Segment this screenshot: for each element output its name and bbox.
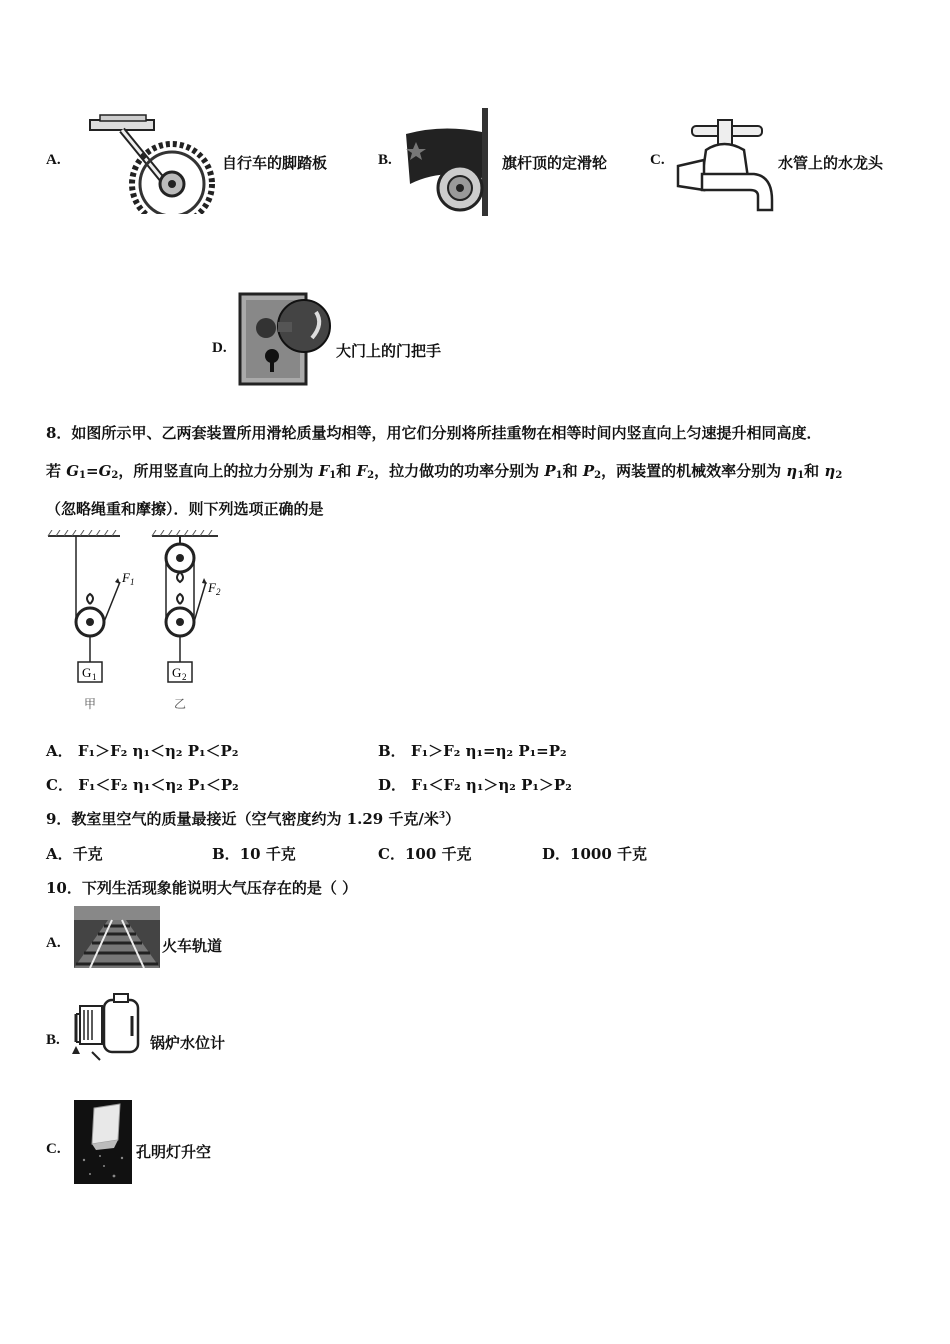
q9-stem: 9．教室里空气的质量最接近（空气密度约为 1.29 千克/米$^3$） — [46, 810, 461, 828]
sky-lantern-image — [74, 1100, 132, 1184]
g2-label-sub: 2 — [182, 672, 187, 682]
q7-option-b-text: 旗杆顶的定滑轮 — [502, 154, 608, 172]
jia-label: 甲 — [84, 697, 97, 711]
q9-option-d: D．1000 千克 — [542, 845, 647, 863]
yi-label: 乙 — [174, 697, 187, 711]
q7-option-c-text: 水管上的水龙头 — [778, 154, 884, 172]
q7-option-d-label: D. — [212, 340, 227, 356]
railway-track-image — [74, 906, 160, 968]
q8-option-d: D． F₁＜F₂ η₁＞η₂ P₁＞P₂ — [378, 776, 572, 794]
q10-option-c-text: 孔明灯升空 — [136, 1143, 212, 1161]
q7-option-d-text: 大门上的门把手 — [336, 342, 442, 360]
f1-label-sub: 1 — [130, 577, 135, 587]
q10-option-a-label: A. — [46, 935, 61, 951]
q8-stem-line2: 若 $G_1=G_2$，所用竖直向上的拉力分别为 $F_1$和 $F_2$，拉力做功的功率分别为 $P_1$和 $P_2$，两装置的机械效率分别为 $\eta_1$和 $\eta_2$ — [46, 462, 843, 481]
q10-option-b-label: B. — [46, 1032, 60, 1048]
q9-option-c: C．100 千克 — [378, 845, 472, 863]
g1-label: G — [82, 665, 92, 680]
q10-option-a-text: 火车轨道 — [162, 937, 223, 955]
water-faucet-image — [674, 116, 774, 214]
q8-option-c: C． F₁＜F₂ η₁＜η₂ P₁＜P₂ — [46, 776, 239, 794]
q10-stem: 10．下列生活现象能说明大气压存在的是（ ） — [46, 879, 358, 897]
q8-stem-line3: （忽略绳重和摩擦）．则下列选项正确的是 — [46, 500, 324, 518]
g2-label: G — [172, 665, 182, 680]
q7-option-c-label: C. — [650, 152, 665, 168]
q8-option-a: A． F₁＞F₂ η₁＜η₂ P₁＜P₂ — [46, 742, 239, 760]
q10-option-c-label: C. — [46, 1141, 61, 1157]
f1-label: F — [122, 570, 130, 585]
door-knob-image — [238, 292, 334, 386]
q9-option-b: B．10 千克 — [212, 845, 296, 863]
boiler-gauge-image — [72, 992, 144, 1062]
q8-option-b: B． F₁＞F₂ η₁=η₂ P₁=P₂ — [378, 742, 567, 760]
q7-option-a-label: A. — [46, 152, 61, 168]
g1-label-sub: 1 — [92, 672, 97, 682]
bicycle-pedal-image — [86, 112, 218, 214]
f2-label-sub: 2 — [216, 587, 221, 597]
q8-stem-line1: 8．如图所示甲、乙两套装置所用滑轮质量均相等，用它们分别将所挂重物在相等时间内竖直向上匀速提升相同高度． — [46, 424, 822, 442]
q9-option-a: A．千克 — [46, 845, 103, 863]
q7-option-b-label: B. — [378, 152, 392, 168]
pulley-system-figure — [44, 530, 234, 714]
q7-option-a-text: 自行车的脚踏板 — [222, 154, 328, 172]
q10-option-b-text: 锅炉水位计 — [150, 1034, 226, 1052]
f2-label: F — [208, 580, 216, 595]
flagpole-pulley-image — [402, 108, 498, 216]
